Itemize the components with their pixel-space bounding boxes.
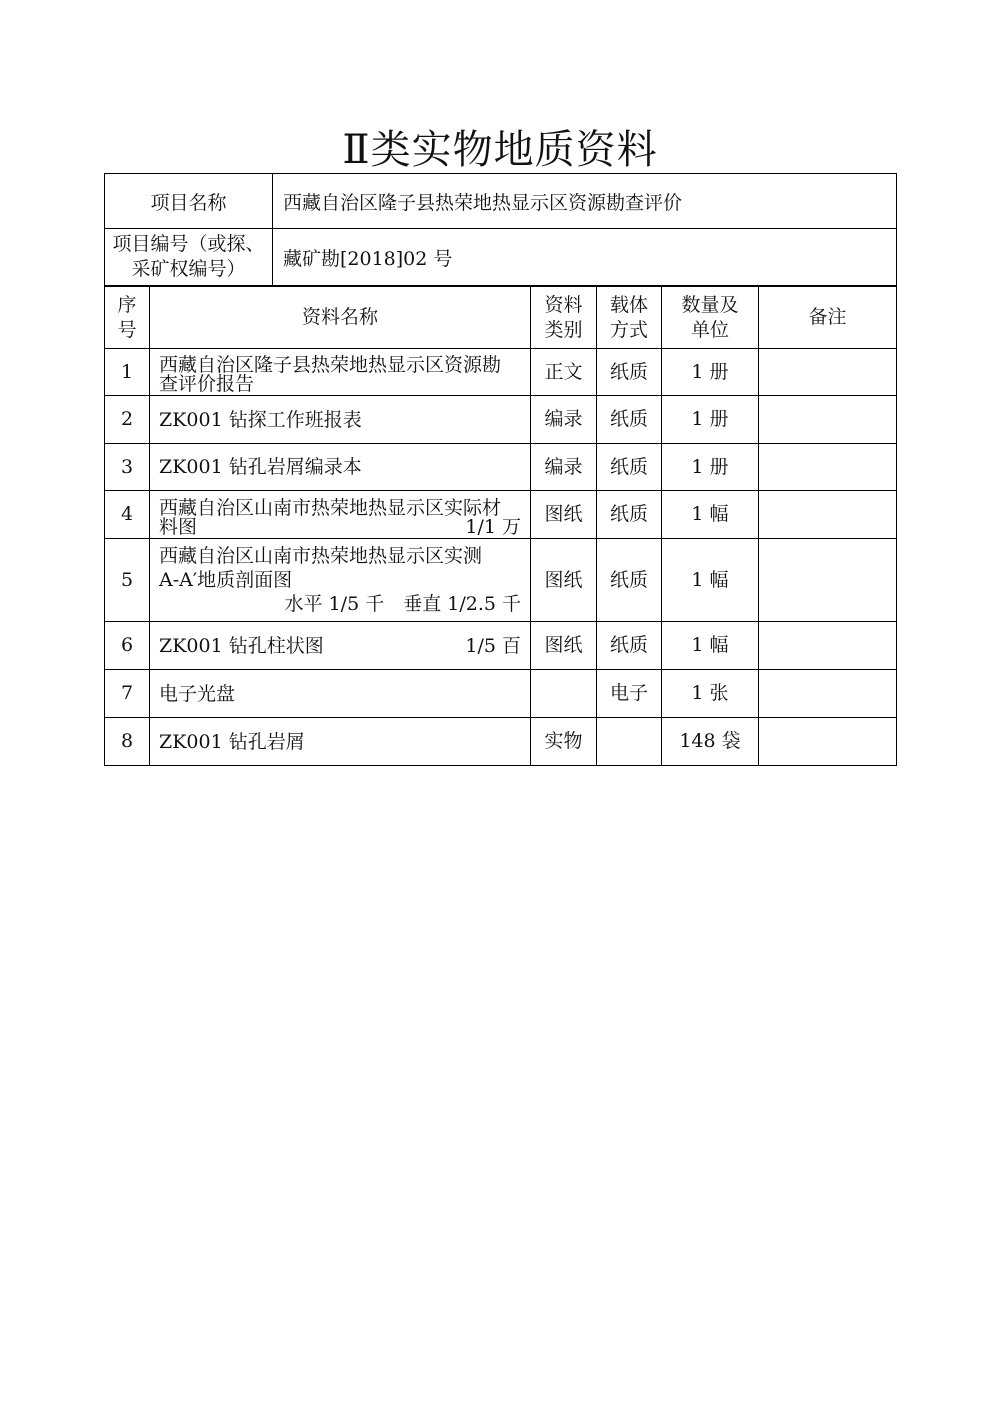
row-carrier: 纸质 — [597, 491, 662, 539]
row-qty: 1 册 — [662, 349, 759, 396]
row-type: 图纸 — [531, 539, 597, 622]
row-name: ZK001 钻孔柱状图 1/5 百 — [150, 622, 531, 670]
row-carrier: 纸质 — [597, 539, 662, 622]
row-carrier: 纸质 — [597, 622, 662, 670]
table-row — [105, 539, 897, 622]
row-note — [759, 718, 897, 766]
row-type: 编录 — [531, 396, 597, 444]
row-scale: 1/5 百 — [465, 634, 521, 657]
row-type — [531, 670, 597, 718]
row-qty: 1 幅 — [662, 539, 759, 622]
row-carrier: 纸质 — [597, 349, 662, 396]
row-carrier — [597, 718, 662, 766]
row-scale: 1/1 万 — [465, 515, 521, 538]
row-type: 正文 — [531, 349, 597, 396]
header-carrier: 载体 方式 — [597, 287, 662, 349]
row-seq: 5 — [105, 539, 150, 622]
row-seq: 2 — [105, 396, 150, 444]
row-seq: 1 — [105, 349, 150, 396]
row-carrier: 纸质 — [597, 396, 662, 444]
header-seq: 序 号 — [105, 287, 150, 349]
row-note — [759, 670, 897, 718]
project-name-row — [105, 174, 897, 229]
row-qty: 1 册 — [662, 396, 759, 444]
row-name: ZK001 钻孔岩屑 — [150, 718, 531, 766]
row-note — [759, 396, 897, 444]
row-qty: 148 袋 — [662, 718, 759, 766]
row-seq: 3 — [105, 444, 150, 491]
row-note — [759, 491, 897, 539]
row-seq: 7 — [105, 670, 150, 718]
row-name: 西藏自治区山南市热荣地热显示区实测 A-A′地质剖面图 水平 1/5 千 垂直 1/2.5 千 — [150, 539, 531, 622]
page-title: Ⅱ类实物地质资料 — [342, 127, 658, 173]
project-info-table — [104, 173, 897, 286]
header-note: 备注 — [759, 287, 897, 349]
table-row — [105, 349, 897, 396]
row-seq: 8 — [105, 718, 150, 766]
row-carrier: 纸质 — [597, 444, 662, 491]
table-row — [105, 491, 897, 539]
table-row — [105, 396, 897, 444]
row-carrier: 电子 — [597, 670, 662, 718]
header-name: 资料名称 — [150, 287, 531, 349]
header-type: 资料 类别 — [531, 287, 597, 349]
row-type: 图纸 — [531, 622, 597, 670]
table-header-row — [105, 287, 897, 349]
table-row — [105, 718, 897, 766]
row-note — [759, 539, 897, 622]
row-note — [759, 622, 897, 670]
project-code-row — [105, 229, 897, 286]
table-row — [105, 622, 897, 670]
row-name: ZK001 钻孔岩屑编录本 — [150, 444, 531, 491]
table-row — [105, 670, 897, 718]
row-name: ZK001 钻探工作班报表 — [150, 396, 531, 444]
project-name-value: 西藏自治区隆子县热荣地热显示区资源勘查评价 — [273, 174, 897, 229]
row-name: 西藏自治区隆子县热荣地热显示区资源勘 查评价报告 — [150, 349, 531, 396]
project-code-value: 藏矿勘[2018]02 号 — [273, 229, 897, 286]
row-type: 实物 — [531, 718, 597, 766]
row-seq: 4 — [105, 491, 150, 539]
row-name: 电子光盘 — [150, 670, 531, 718]
row-note — [759, 349, 897, 396]
row-type: 编录 — [531, 444, 597, 491]
project-code-label: 项目编号（或探、 采矿权编号） — [105, 229, 273, 286]
row-note — [759, 444, 897, 491]
row-qty: 1 幅 — [662, 491, 759, 539]
table-row — [105, 444, 897, 491]
row-type: 图纸 — [531, 491, 597, 539]
row-qty: 1 册 — [662, 444, 759, 491]
row-qty: 1 张 — [662, 670, 759, 718]
header-qty: 数量及 单位 — [662, 287, 759, 349]
project-name-label: 项目名称 — [105, 174, 273, 229]
row-name: 西藏自治区山南市热荣地热显示区实际材 料图 1/1 万 — [150, 491, 531, 539]
row-qty: 1 幅 — [662, 622, 759, 670]
row-seq: 6 — [105, 622, 150, 670]
materials-table — [104, 286, 897, 766]
